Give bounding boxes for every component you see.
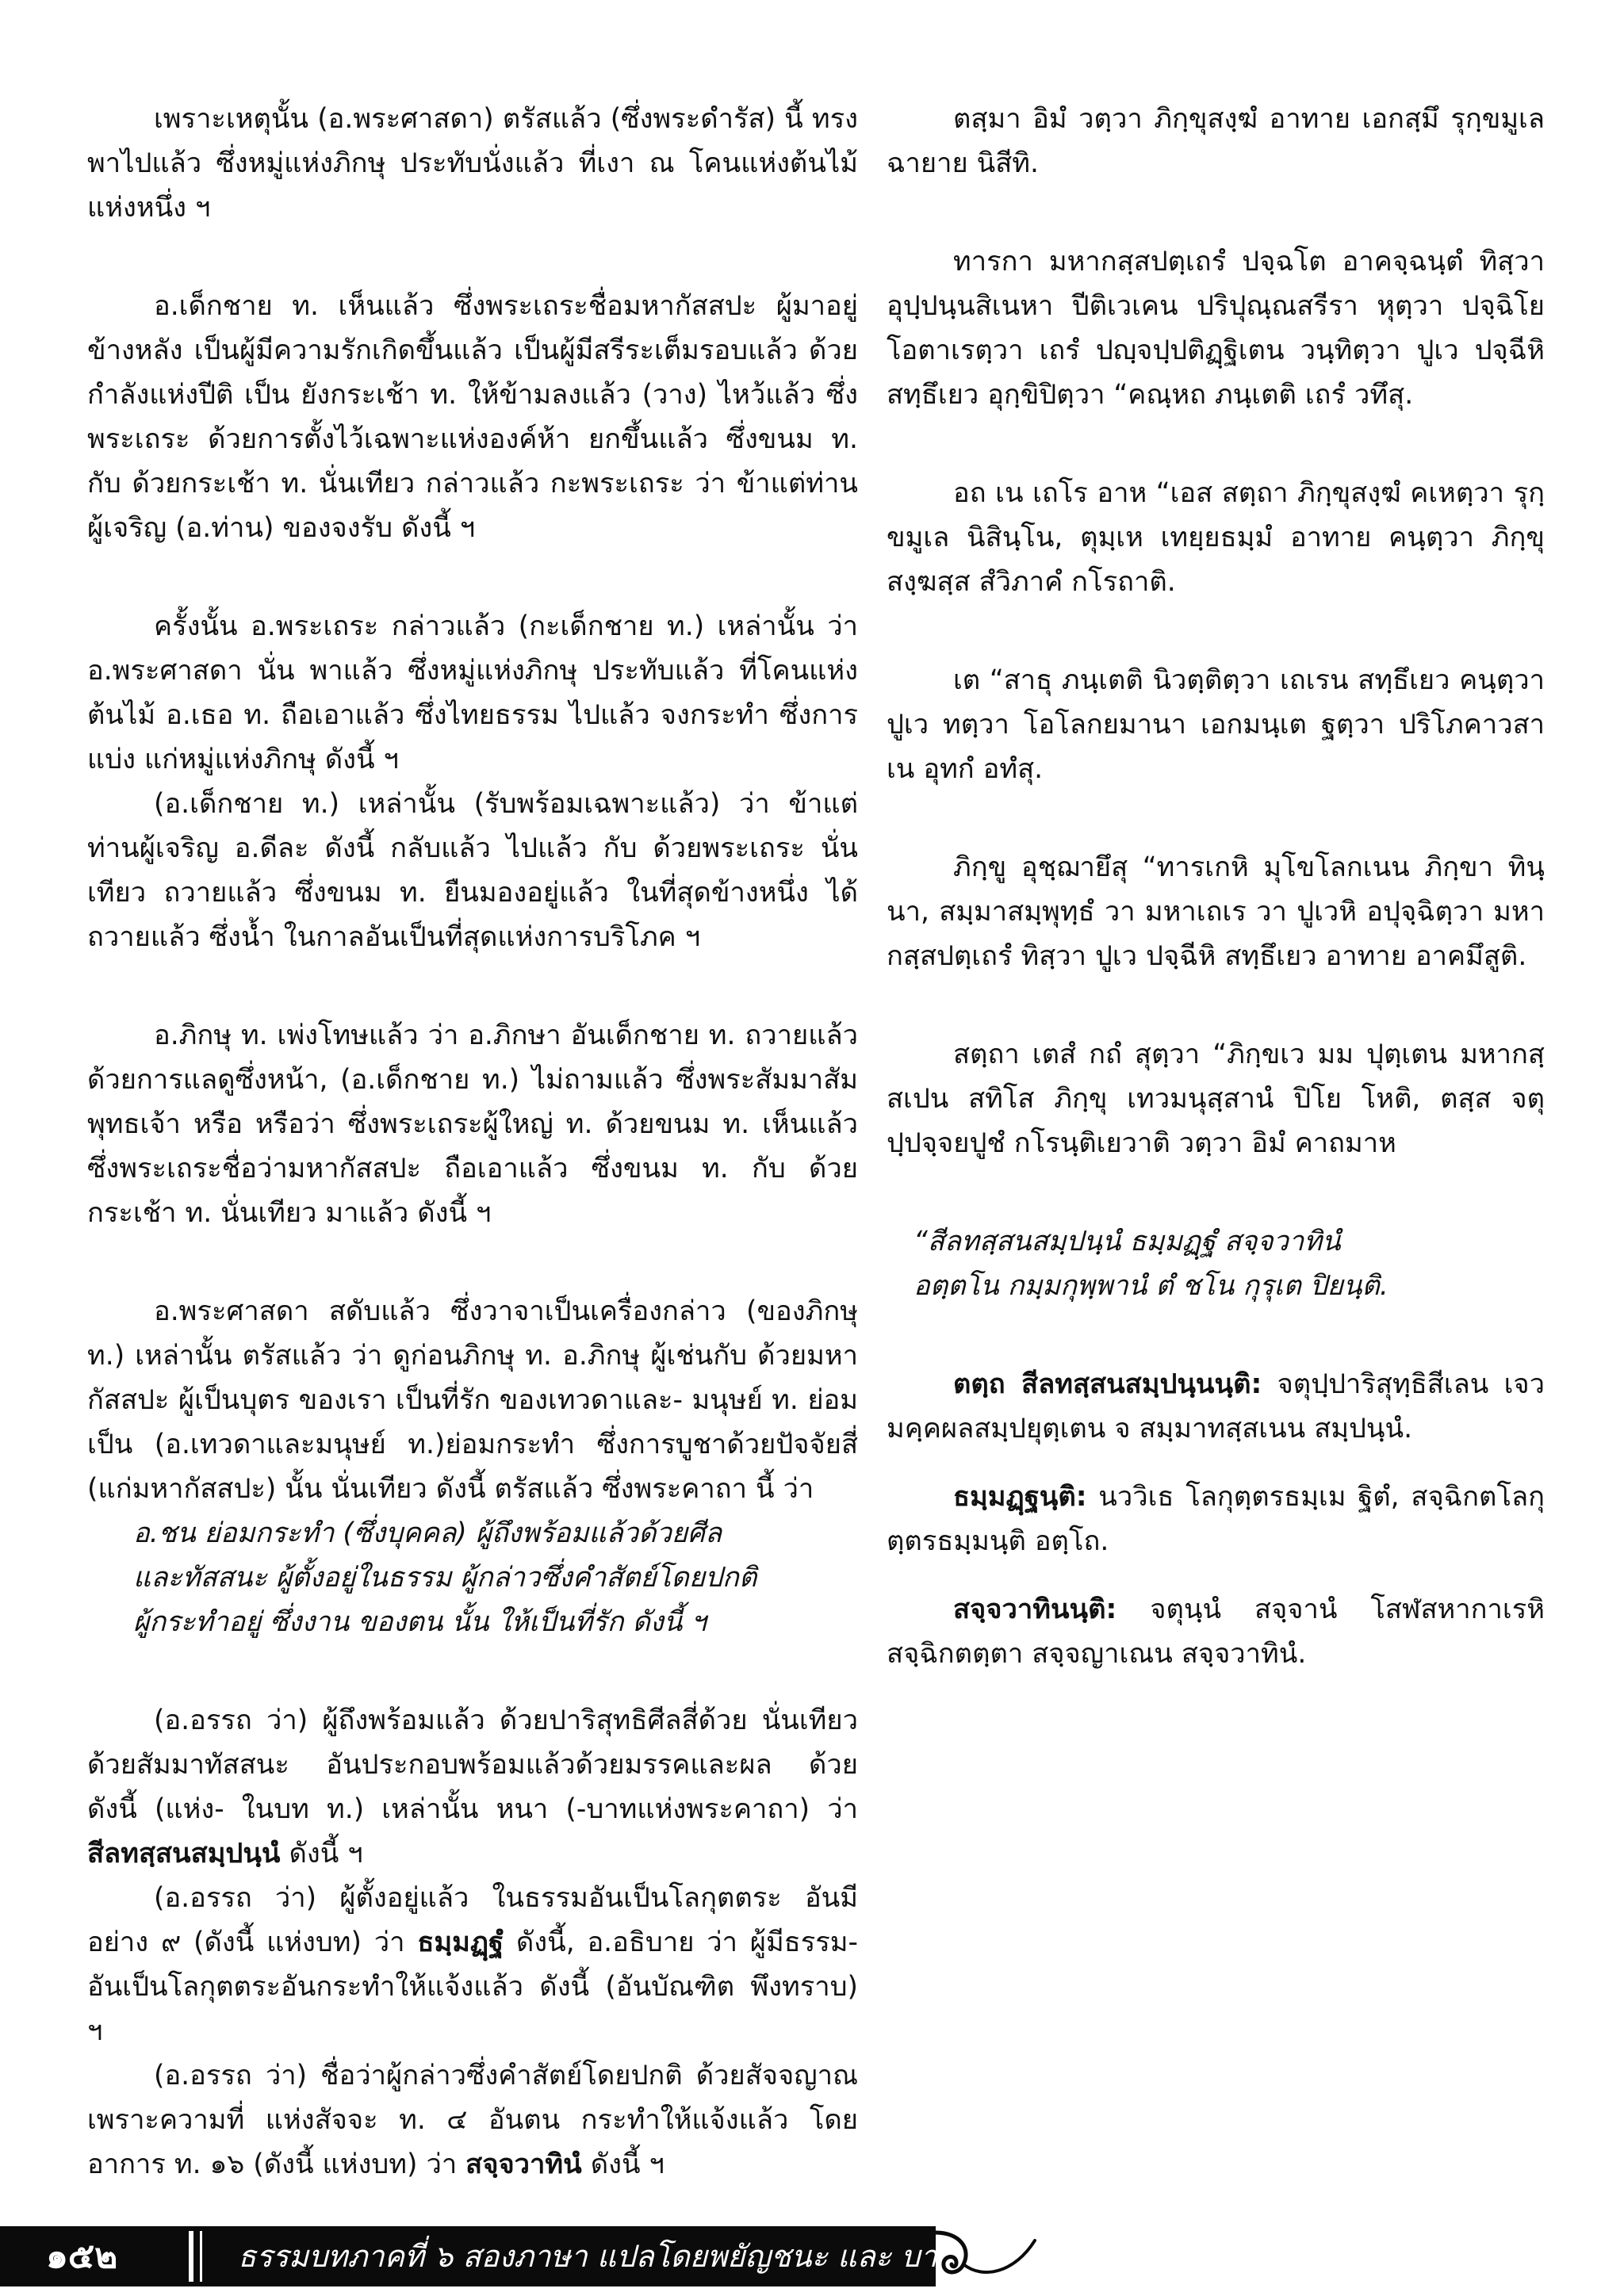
- left-paragraph-1: เพราะเหตุนั้น (อ.พระศาสดา) ตรัสแล้ว (ซึ่งพระดำรัส) นี้ ทรงพาไปแล้ว ซึ่งหมู่แห่งภิกษุ ประทับนั่งแล้ว ที่เงา ณ โคนแห่งต้นไม้ แห่งหนึ่ง ฯ: [87, 103, 858, 224]
- right-paragraph-7-text: จตุปฺปาริสุทฺธิสีเลน เจว มคฺคผลสมฺปยุตฺเตน จ สมฺมาทสฺสเนน สมฺปนฺนํ.: [887, 1368, 1545, 1445]
- right-paragraph-8-text: นววิเธ โลกุตฺตรธมฺเม ฐิตํ, สจฺฉิกตโลกุตฺตรธมฺมนฺติ อตฺโถ.: [887, 1481, 1545, 1557]
- left-paragraph-9-text: (อ.อรรถ ว่า) ชื่อว่าผู้กล่าวซึ่งคำสัตย์โดยปกติ ด้วยสัจจญาณ เพราะความที่ แห่งสัจจะ ท. ๔ อันตน กระทำให้แจ้งแล้ว โดยอาการ ท. ๑๖ (ดังนี้ แห่งบท) ว่า: [87, 2060, 858, 2180]
- right-paragraph-3: อถ เน เถโร อาห “เอส สตฺถา ภิกฺขุสงฺฆํ คเหตฺวา รุกฺขมูเล นิสินฺโน, ตุมฺเห เทยฺยธมฺมํ อาทาย คนฺตฺวา ภิกฺขุสงฺฆสฺส สํวิภาคํ กโรถาติ.: [887, 477, 1545, 598]
- left-paragraph-7-text: (อ.อรรถ ว่า) ผู้ถึงพร้อมแล้ว ด้วยปาริสุทธิศีลสี่ด้วย นั่นเทียว ด้วยสัมมาทัสสนะ อันประกอบพร้อมแล้วด้วยมรรคและผล ด้วย ดังนี้ (แห่ง- ในบท ท.) เหล่านั้น หนา (-บาทแห่งพระคาถา) ว่า: [87, 1705, 858, 1825]
- right-paragraph-1: ตสฺมา อิมํ วตฺวา ภิกฺขุสงฺฆํ อาทาย เอกสฺมึ รุกฺขมูเล ฉายาย นิสีทิ.: [887, 103, 1545, 179]
- right-paragraph-9-term: สจฺจวาทินนฺติ:: [953, 1594, 1117, 1625]
- left-paragraph-3: ครั้งนั้น อ.พระเถระ กล่าวแล้ว (กะเด็กชาย ท.) เหล่านั้น ว่า อ.พระศาสดา นั่น พาแล้ว ซึ่งหมู่แห่งภิกษุ ประทับแล้ว ที่โคนแห่งต้นไม้ อ.เธอ ท. ถือเอาแล้ว ซึ่งไทยธรรม ไปแล้ว จงกระทำ ซึ่งการแบ่ง แก่หมู่แห่งภิกษุ ดังนี้ ฯ: [87, 610, 858, 775]
- footer-divider-thin: [200, 2231, 202, 2282]
- right-paragraph-8: [887, 1475, 1545, 1563]
- left-paragraph-9: [87, 2053, 858, 2187]
- left-paragraph-6: อ.พระศาสดา สดับแล้ว ซึ่งวาจาเป็นเครื่องกล่าว (ของภิกษุ ท.) เหล่านั้น ตรัสแล้ว ว่า ดูก่อนภิกษุ ท. อ.ภิกษุ ผู้เช่นกับ ด้วยมหากัสสปะ ผู้เป็นบุตร ของเรา เป็นที่รัก ของเทวดาและ- มนุษย์ ท. ย่อมเป็น (อ.เทวดาและมนุษย์ ท.)ย่อมกระทำ ซึ่งการบูชาด้วยปัจจัยสี่ (แก่มหากัสสปะ) นั้น นั่นเทียว ดังนี้ ตรัสแล้ว ซึ่งพระคาถา นี้ ว่า: [87, 1295, 858, 1505]
- right-verse-line-1: “สีลทสฺสนสมฺปนฺนํ ธมฺมฏฺฐํ สจฺจวาทินํ: [914, 1226, 1341, 1257]
- right-verse-line-2: อตฺตโน กมฺมกุพฺพานํ ตํ ชโน กุรุเต ปิยนฺติ.: [914, 1270, 1388, 1302]
- swirl-ornament-icon: [928, 2217, 1039, 2288]
- right-paragraph-5: ภิกฺขู อุชฺฌายึสุ “ทารเกหิ มุโขโลกเนน ภิกฺขา ทินฺนา, สมฺมาสมฺพุทฺธํ วา มหาเถเร วา ปูเวหิ อปุจฺฉิตฺวา มหากสฺสปตฺเถรํ ทิสฺวา ปูเว ปจฺฉีหิ สทฺธึเยว อาทาย อาคมึสูติ.: [887, 851, 1545, 972]
- left-verse-line-2: และทัสสนะ ผู้ตั้งอยู่ในธรรม ผู้กล่าวซึ่งคำสัตย์โดยปกติ: [133, 1562, 757, 1594]
- book-title: ธรรมบทภาคที่ ๖ สองภาษา แปลโดยพยัญชนะ และ บาลี: [238, 2239, 956, 2274]
- right-paragraph-7: [887, 1362, 1545, 1451]
- left-paragraph-2: อ.เด็กชาย ท. เห็นแล้ว ซึ่งพระเถระชื่อมหากัสสปะ ผู้มาอยู่ข้างหลัง เป็นผู้มีความรักเกิดขึ้นแล้ว เป็นผู้มีสรีระเต็มรอบแล้ว ด้วยกำลังแห่งปีติ เป็น ยังกระเช้า ท. ให้ข้ามลงแล้ว (วาง) ไหว้แล้ว ซึ่งพระเถระ ด้วยการตั้งไว้เฉพาะแห่งองค์ห้า ยกขึ้นแล้ว ซึ่งขนม ท. กับ ด้วยกระเช้า ท. นั่นเทียว กล่าวแล้ว กะพระเถระ ว่า ข้าแต่ท่านผู้เจริญ (อ.ท่าน) ของจงรับ ดังนี้ ฯ: [87, 290, 858, 544]
- left-paragraph-9-term: สจฺจวาทินํ: [465, 2149, 582, 2180]
- right-paragraph-7-term: ตตฺถ สีลทสฺสนสมฺปนฺนนฺติ:: [953, 1368, 1262, 1400]
- left-paragraph-8-text-a: (อ.อรรถ ว่า) ผู้ตั้งอยู่แล้ว ในธรรมอันเป็นโลกุตตระ อันมีอย่าง ๙ (ดังนี้ แห่งบท) ว่า: [87, 1882, 858, 1958]
- left-paragraph-5: อ.ภิกษุ ท. เพ่งโทษแล้ว ว่า อ.ภิกษา อันเด็กชาย ท. ถวายแล้ว ด้วยการแลดูซึ่งหน้า, (อ.เด็กชาย ท.) ไม่ถามแล้ว ซึ่งพระสัมมาสัมพุทธเจ้า หรือ หรือว่า ซึ่งพระเถระผู้ใหญ่ ท. ด้วยขนม ท. เห็นแล้ว ซึ่งพระเถระชื่อว่ามหากัสสปะ ถือเอาแล้ว ซึ่งขนม ท. กับ ด้วยกระเช้า ท. นั่นเทียว มาแล้ว ดังนี้ ฯ: [87, 1020, 858, 1229]
- left-paragraph-7-tail: ดังนี้ ฯ: [289, 1838, 363, 1869]
- right-paragraph-9: [887, 1587, 1545, 1676]
- page-footer: [0, 2209, 1624, 2296]
- page-number: ๑๕๒: [46, 2236, 118, 2276]
- left-paragraph-4: (อ.เด็กชาย ท.) เหล่านั้น (รับพร้อมเฉพาะแล้ว) ว่า ข้าแต่ท่านผู้เจริญ อ.ดีละ ดังนี้ กลับแล้ว ไปแล้ว กับ ด้วยพระเถระ นั่นเทียว ถวายแล้ว ซึ่งขนม ท. ยืนมองอยู่แล้ว ในที่สุดข้างหนึ่ง ได้ถวายแล้ว ซึ่งน้ำ ในกาลอันเป็นที่สุดแห่งการบริโภค ฯ: [87, 788, 858, 953]
- left-verse-line-3: ผู้กระทำอยู่ ซึ่งงาน ของตน นั้น ให้เป็นที่รัก ดังนี้ ฯ: [133, 1606, 707, 1638]
- left-paragraph-8-term: ธมฺมฏฺฐํ: [417, 1927, 504, 1958]
- footer-divider: [189, 2231, 193, 2282]
- left-paragraph-7: [87, 1698, 858, 1876]
- right-paragraph-4: เต “สาธุ ภนฺเตติ นิวตฺติตฺวา เถเรน สทฺธึเยว คนฺตฺวา ปูเว ทตฺวา โอโลกยมานา เอกมนฺเต ฐตฺวา ปริโภคาวสาเน อุทกํ อทํสุ.: [887, 664, 1545, 785]
- left-column: [87, 97, 858, 2187]
- left-paragraph-8: [87, 1876, 858, 2053]
- left-paragraph-9-tail: ดังนี้ ฯ: [590, 2149, 665, 2180]
- right-paragraph-2: ทารกา มหากสฺสปตฺเถรํ ปจฺฉโต อาคจฺฉนฺตํ ทิสฺวา อุปฺปนฺนสิเนหา ปีติเวเคน ปริปุณฺณสรีรา หุตฺวา ปจฺฉิโย โอตาเรตฺวา เถรํ ปญฺจปฺปติฏฺฐิเตน วนฺทิตฺวา ปูเว ปจฺฉีหิ สทฺธึเยว อุกฺขิปิตฺวา “คณฺหถ ภนฺเตติ เถรํ วทึสุ.: [887, 246, 1545, 411]
- right-paragraph-8-term: ธมฺมฏฺฐนฺติ:: [953, 1481, 1087, 1513]
- left-paragraph-7-term: สีลทสฺสนสมฺปนฺนํ: [87, 1838, 281, 1869]
- left-paragraph-8-text-b: ดังนี้, อ.อธิบาย ว่า ผู้มีธรรม- อันเป็นโลกุตตระอันกระทำให้แจ้งแล้ว ดังนี้ (อันบัณฑิต พึงทราบ) ฯ: [87, 1927, 858, 2047]
- right-paragraph-6: สตฺถา เตสํ กถํ สุตฺวา “ภิกฺขเว มม ปุตฺเตน มหากสฺสเปน สทิโส ภิกฺขุ เทวมนุสฺสานํ ปิโย โหติ, ตสฺส จตุปฺปจฺจยปูชํ กโรนฺติเยวาติ วตฺวา อิมํ คาถมาห: [887, 1039, 1545, 1159]
- right-column: [887, 97, 1545, 1676]
- left-verse-line-1: อ.ชน ย่อมกระทำ (ซึ่งบุคคล) ผู้ถึงพร้อมแล้วด้วยศีล: [133, 1517, 722, 1549]
- right-paragraph-9-text: จตุนฺนํ สจฺจานํ โสฬสหากาเรหิ สจฺฉิกตตฺตา สจฺจญาเณน สจฺจวาทินํ.: [887, 1594, 1545, 1670]
